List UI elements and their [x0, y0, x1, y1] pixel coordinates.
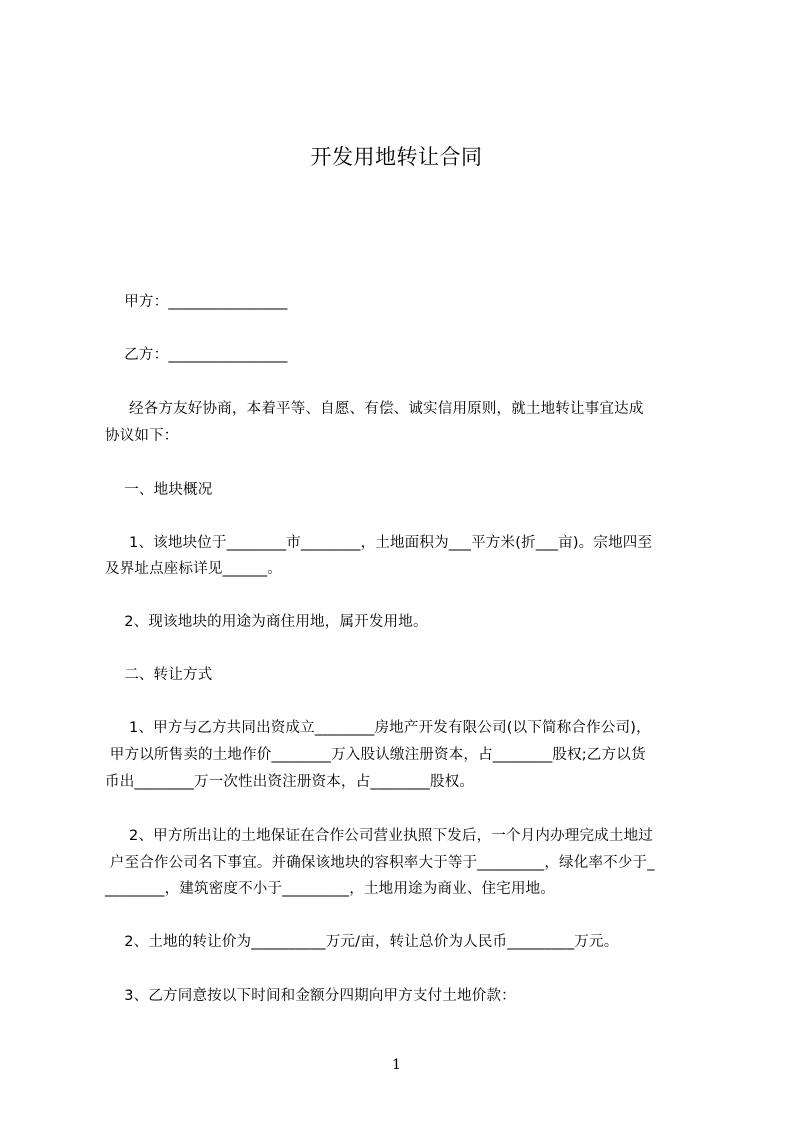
page-number: 1	[392, 1057, 401, 1073]
clause-2-4-line-1: 3、乙方同意按以下时间和金额分四期向甲方支付土地价款：	[105, 988, 516, 1004]
section-heading-2: 二、转让方式	[105, 667, 213, 683]
section-heading-1: 一、地块概况	[105, 482, 213, 498]
preamble-line-1: 经各方友好协商，本着平等、自愿、有偿、诚实信用原则，就土地转让事宜达成	[105, 401, 644, 417]
document-title: 开发用地转让合同	[310, 145, 483, 169]
clause-1-1-line-1: 1、该地块位于________市________，土地面积为___平方米(折___亩)。宗地四至	[105, 535, 653, 551]
clause-2-2-line-2: 户至合作公司名下事宜。并确保该地块的容积率大于等于_________，绿化率不少于_	[105, 855, 655, 871]
party-b-line: 乙方：________________	[105, 347, 288, 363]
party-a-line: 甲方：________________	[105, 294, 288, 310]
clause-2-3-line-1: 2、土地的转让价为__________万元/亩，转让总价为人民币_________万元。	[105, 934, 619, 950]
preamble-line-2: 协议如下：	[105, 428, 179, 444]
clause-1-1-line-2: 及界址点座标详见______。	[105, 561, 282, 577]
clause-2-1-line-2: 甲方以所售卖的土地作价________万入股认缴注册资本，占________股权;乙方以货	[105, 747, 646, 763]
clause-2-1-line-1: 1、甲方与乙方共同出资成立________房地产开发有限公司(以下简称合作公司)，	[105, 720, 651, 736]
clause-2-2-line-1: 2、甲方所出让的土地保证在合作公司营业执照下发后，一个月内办理完成土地过	[105, 828, 653, 844]
clause-2-1-line-3: 币出________万一次性出资注册资本，占________股权。	[105, 774, 475, 790]
clause-1-2-line-1: 2、现该地块的用途为商住用地，属开发用地。	[105, 614, 428, 630]
clause-2-2-line-3: ________，建筑密度不小于_________，土地用途为商业、住宅用地。	[105, 881, 556, 897]
